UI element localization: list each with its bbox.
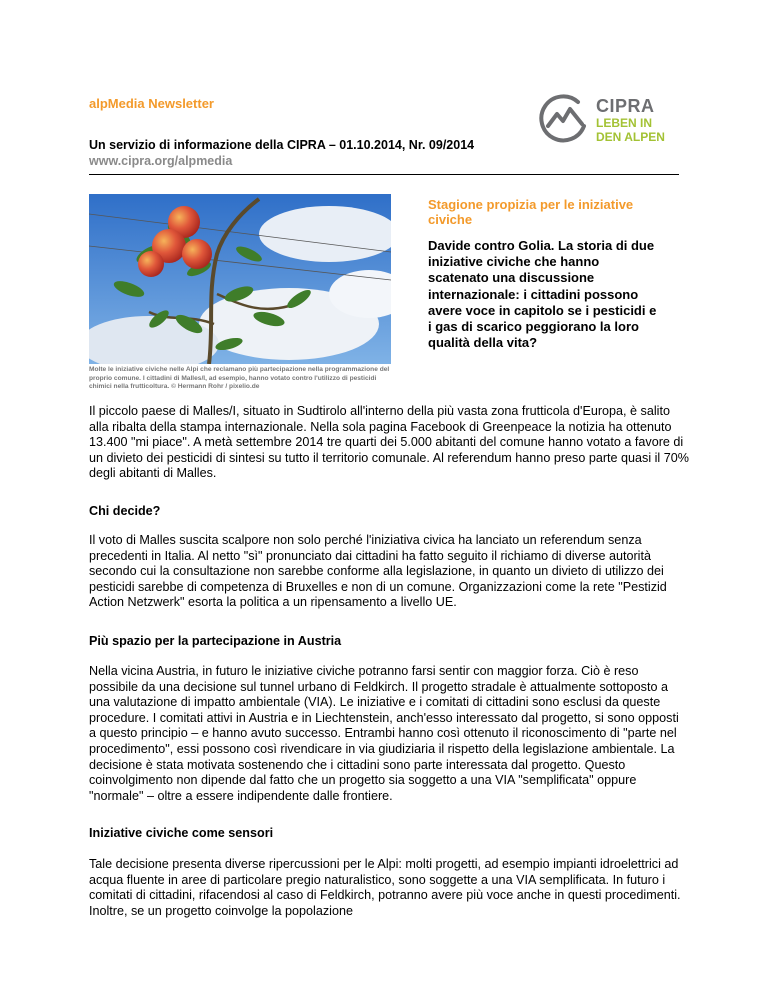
article-headline: Stagione propizia per le iniziative civiche [428, 197, 634, 227]
cipra-logo [538, 92, 698, 152]
newsletter-subtitle: Un servizio di informazione della CIPRA – 01.10.2014, Nr. 09/2014 [89, 138, 475, 152]
body-paragraph-2: Il voto di Malles suscita scalpore non solo perché l'iniziativa civica ha lanciato un referendum senza precedenti in Italia. Al netto "sì" pronunciato dai cittadini ha fatto seguito il richiamo di diverse autorità secondo cui la consultazione non sarebbe conforme alla legislazione, in quanto un divieto di utilizzo dei pesticidi sarebbe di competenza di Bruxelles e non di un comune. Organizzazioni come la rete "Pestizid Action Netzwerk" esorta la politica a un ripensamento a livello UE. [89, 533, 667, 610]
section-heading-sensori: Iniziative civiche come sensori [89, 826, 274, 840]
section-heading-chi-decide: Chi decide? [89, 504, 161, 518]
body-paragraph-4: Tale decisione presenta diverse ripercussioni per le Alpi: molti progetti, ad esempio impianti idroelettrici ad acqua fluente in aree di particolare pregio naturalistico, sono soggette a una VIA semplificata. In futuro i comitati di cittadini, rifacendosi al caso di Feldkirch, potranno avere più voce anche in questi procedimenti. Inoltre, se un progetto coinvolge la popolazione [89, 857, 681, 918]
newsletter-url[interactable]: www.cipra.org/alpmedia [89, 154, 233, 168]
apple-tree-photo [89, 194, 391, 364]
logo-tagline-line1: LEBEN IN [596, 116, 653, 130]
logo-tagline-line2: DEN ALPEN [596, 130, 665, 144]
body-paragraph-3: Nella vicina Austria, in futuro le iniziative civiche potranno farsi sentir con maggior forza. Ciò è reso possibile da una decisione sul tunnel urbano di Feldkirch. Il progetto stradale è attualmente sottoposto a una valutazione di impatto ambientale (VIA). Le iniziative e i comitati di cittadini sono esclusi da queste procedure. I comitati attivi in Austria e in Liechtenstein, anch'esso interessato dal progetto, si sono opposti a questo principio – e hanno avuto successo. Entrambi hanno così ottenuto il riconoscimento di "parte nel procedimento", essi possono così rivendicare in via giudiziaria il rispetto della legislazione ambientale. La decisione è stata motivata sostenendo che i cittadini sono parte interessata dal progetto. Questo coinvolgimento non dipende dal fatto che un progetto sia soggetto a una VIA "semplificata" oppure "normale" – oltre a essere indipendente dalle frontiere. [89, 664, 679, 803]
section-heading-austria: Più spazio per la partecipazione in Austria [89, 634, 342, 648]
newsletter-title: alpMedia Newsletter [89, 96, 214, 111]
header-divider [89, 174, 679, 175]
photo-caption: Molte le iniziative civiche nelle Alpi che reclamano più partecipazione nella programmazione del proprio comune. I cittadini di Malles/I, ad esempio, hanno votato contro l'utilizzo di pesticidi chimici nella frutticoltura. © Hermann Rohr / pixelio.de [89, 366, 390, 391]
article-lead: Davide contro Golia. La storia di due iniziative civiche che hanno scatenato una discussione internazionale: i cittadini possono avere voce in capitolo se i pesticidi e i gas di scarico peggiorano la loro qualità della vita? [428, 238, 657, 351]
logo-name: CIPRA [596, 96, 655, 116]
body-paragraph-1: Il piccolo paese di Malles/I, situato in Sudtirolo all'interno della più vasta zona frutticola d'Europa, è salito alla ribalta della stampa internazionale. Nella sola pagina Facebook di Greenpeace la notizia ha ottenuto 13.400 "mi piace". A metà settembre 2014 tre quarti dei 5.000 abitanti del comune hanno votato a favore di un divieto dei pesticidi di sintesi su tutto il territorio comunale. Al referendum hanno preso parte quasi il 70% degli abitanti di Malles. [89, 404, 689, 481]
mountain-circle-logo-icon [538, 92, 592, 146]
